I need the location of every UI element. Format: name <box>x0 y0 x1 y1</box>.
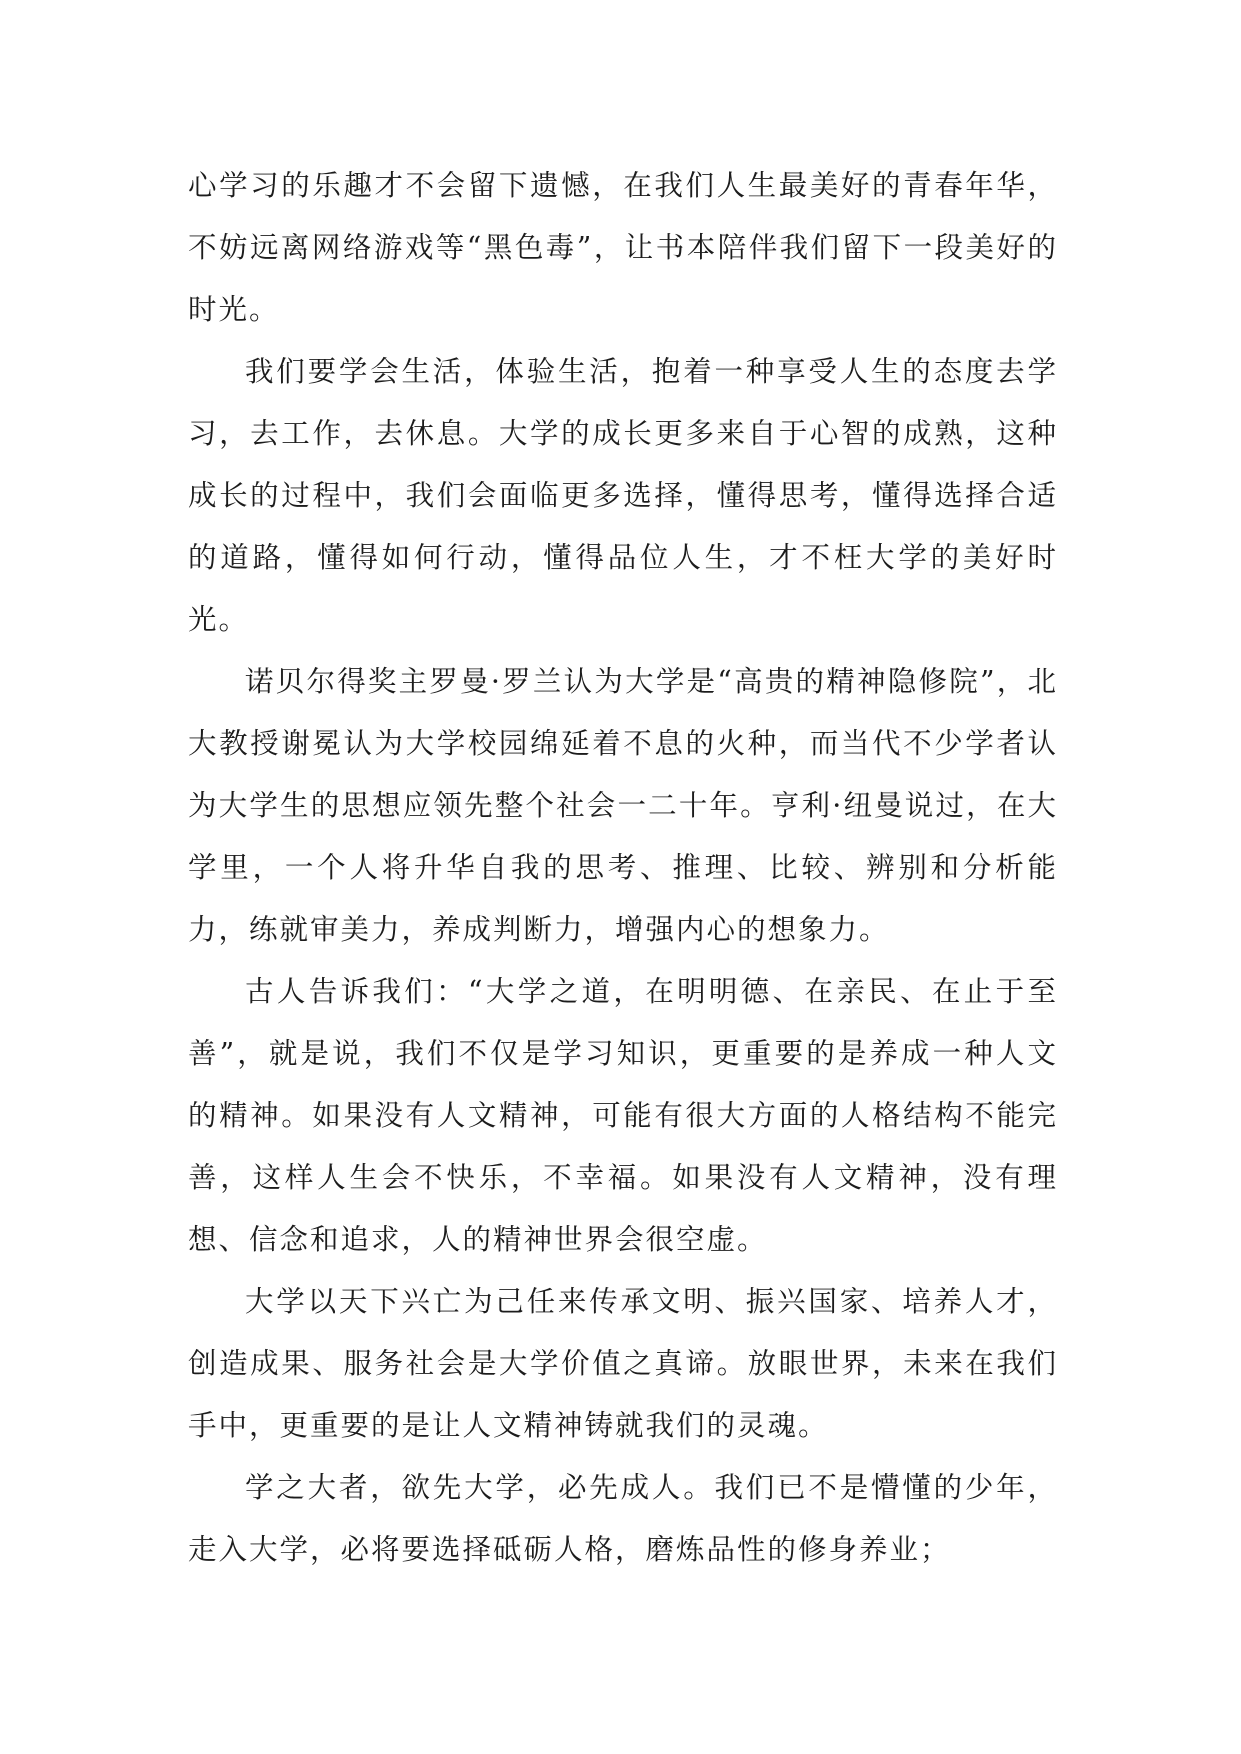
paragraph-life: 我们要学会生活，体验生活，抱着一种享受人生的态度去学习，去工作，去休息。大学的成长更多来自于心智的成熟，这种成长的过程中，我们会面临更多选择，懂得思考，懂得选择合适的道路，懂得如何行动，懂得品位人生，才不枉大学的美好时光。 <box>188 355 1058 636</box>
paragraph-quotes: 诺贝尔得奖主罗曼·罗兰认为大学是“高贵的精神隐修院”，北大教授谢冕认为大学校园绵延着不息的火种，而当代不少学者认为大学生的思想应领先整个社会一二十年。亨利·纽曼说过，在大学里，一个人将升华自我的思考、推理、比较、辨别和分析能力，练就审美力，养成判断力，增强内心的想象力。 <box>188 665 1058 946</box>
paragraph-humanism: 古人告诉我们：“大学之道，在明明德、在亲民、在止于至善”，就是说，我们不仅是学习知识，更重要的是养成一种人文的精神。如果没有人文精神，可能有很大方面的人格结构不能完善，这样人生会不快乐，不幸福。如果没有人文精神，没有理想、信念和追求，人的精神世界会很空虚。 <box>188 975 1058 1256</box>
paragraph-continued: 心学习的乐趣才不会留下遗憾，在我们人生最美好的青春年华，不妨远离网络游戏等“黑色毒”，让书本陪伴我们留下一段美好的时光。 <box>188 169 1058 326</box>
paragraph-mission: 大学以天下兴亡为己任来传承文明、振兴国家、培养人才，创造成果、服务社会是大学价值之真谛。放眼世界，未来在我们手中，更重要的是让人文精神铸就我们的灵魂。 <box>188 1285 1058 1442</box>
document-body <box>188 155 1058 1581</box>
paragraph-character: 学之大者，欲先大学，必先成人。我们已不是懵懂的少年，走入大学，必将要选择砥砺人格，磨炼品性的修身养业； <box>188 1471 1058 1566</box>
